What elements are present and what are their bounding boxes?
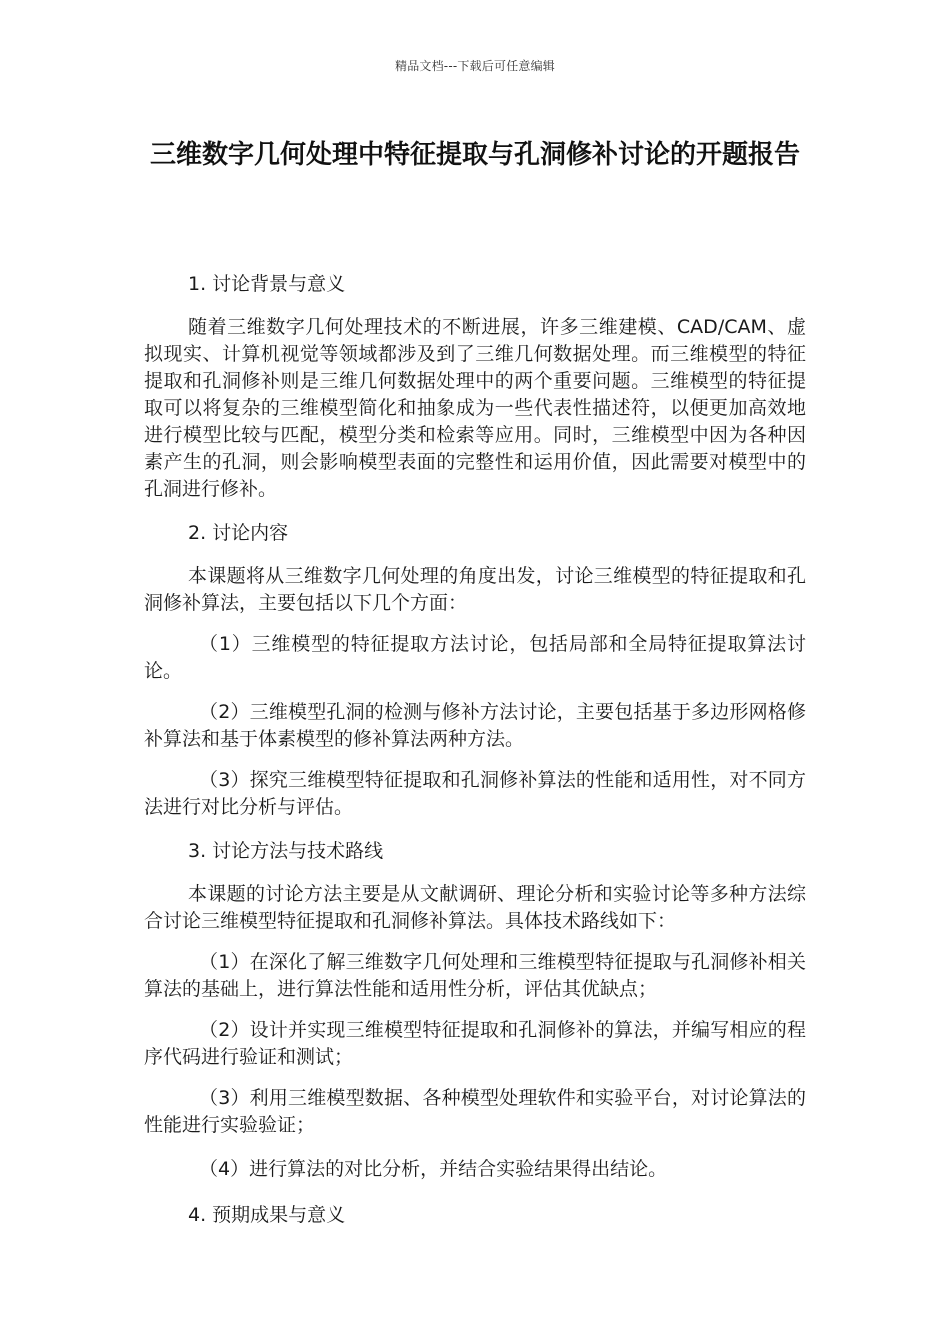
list-item: （2）三维模型孔洞的检测与修补方法讨论，主要包括基于多边形网格修补算法和基于体素模型的修补算法两种方法。 <box>144 701 806 750</box>
list-item: （1）三维模型的特征提取方法讨论，包括局部和全局特征提取算法讨论。 <box>144 633 806 682</box>
section-paragraph-content: 本课题将从三维数字几何处理的角度出发，讨论三维模型的特征提取和孔洞修补算法，主要包括以下几个方面： <box>144 565 806 614</box>
header-note: 精品文档---下载后可任意编辑 <box>395 59 555 73</box>
section-heading-background: 1. 讨论背景与意义 <box>188 273 346 295</box>
document-title: 三维数字几何处理中特征提取与孔洞修补讨论的开题报告 <box>149 140 800 170</box>
section-heading-content: 2. 讨论内容 <box>188 522 289 544</box>
list-item: （3）探究三维模型特征提取和孔洞修补算法的性能和适用性，对不同方法进行对比分析与评估。 <box>144 769 806 818</box>
section-heading-outcomes: 4. 预期成果与意义 <box>188 1204 346 1226</box>
document-body <box>144 268 806 1245</box>
list-item: （3）利用三维模型数据、各种模型处理软件和实验平台，对讨论算法的性能进行实验验证； <box>144 1087 806 1136</box>
section-paragraph-background: 随着三维数字几何处理技术的不断进展，许多三维建模、CAD/CAM、虚拟现实、计算机视觉等领域都涉及到了三维几何数据处理。而三维模型的特征提取和孔洞修补则是三维几何数据处理中的两个重要问题。三维模型的特征提取可以将复杂的三维模型简化和抽象成为一些代表性描述符，以便更加高效地进行模型比较与匹配，模型分类和检索等应用。同时，三维模型中因为各种因素产生的孔洞，则会影响模型表面的完整性和运用价值，因此需要对模型中的孔洞进行修补。 <box>144 316 806 500</box>
list-item: （4）进行算法的对比分析，并结合实验结果得出结论。 <box>199 1158 668 1180</box>
list-item: （2）设计并实现三维模型特征提取和孔洞修补的算法，并编写相应的程序代码进行验证和测试； <box>144 1019 806 1068</box>
section-heading-method: 3. 讨论方法与技术路线 <box>188 840 384 862</box>
section-paragraph-method: 本课题的讨论方法主要是从文献调研、理论分析和实验讨论等多种方法综合讨论三维模型特征提取和孔洞修补算法。具体技术路线如下： <box>144 883 806 932</box>
list-item: （1）在深化了解三维数字几何处理和三维模型特征提取与孔洞修补相关算法的基础上，进行算法性能和适用性分析，评估其优缺点； <box>144 951 806 1000</box>
